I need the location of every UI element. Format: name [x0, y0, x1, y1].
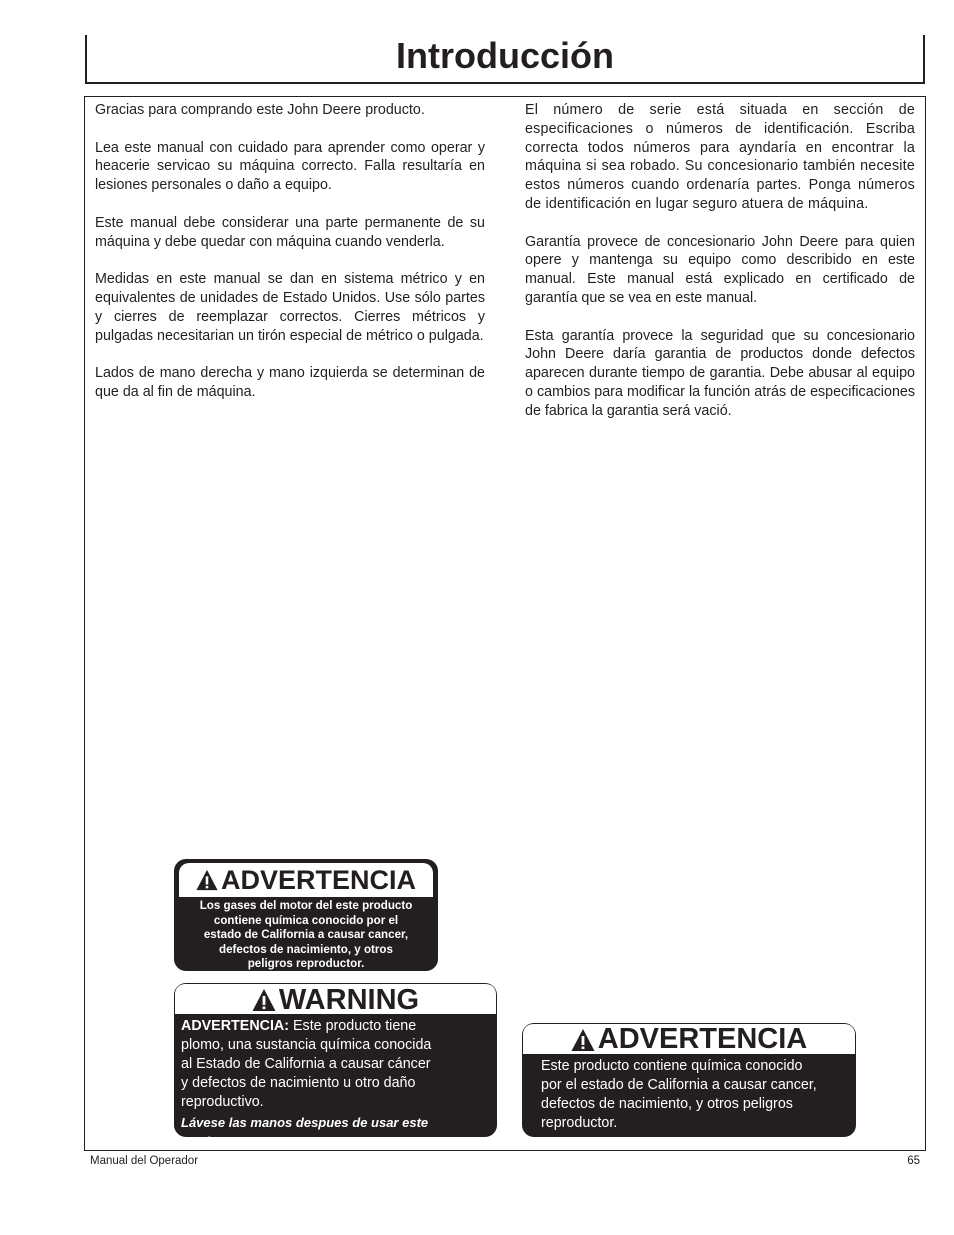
- label-lead-in: ADVERTENCIA:: [181, 1018, 290, 1034]
- label-line: [181, 1017, 490, 1036]
- paragraph: Lea este manual con cuidado para aprender como operar y heacerie servicao su máquina correcto. Falla resultaría en lesiones personales o daño a equipo.: [95, 139, 485, 194]
- paragraph: El número de serie está situada en sección de especificaciones o números de identificación. Escriba correcta todos números para ayndaría en encontrar la máquina si sea robado. Su concesionario también necesite estos números cuando ordenaría partes. Ponga números de identificación en lugar seguro atuera de máquina.: [525, 102, 915, 212]
- label-line: plomo, una sustancia química conocida: [181, 1037, 432, 1053]
- engine-exhaust-warning-label: [174, 859, 438, 971]
- paragraph: Medidas en este manual se dan en sistema métrico y en equivalentes de unidades de Estado Unidos. Use sólo partes y cierres de reemplazar correctos. Cierres métricos y pulgadas necesitarian un tirón especial de métrico o pulgada.: [95, 271, 485, 344]
- label-line: defectos de nacimiento, y otros peligros: [541, 1096, 793, 1112]
- label-line-rest: Este producto tiene: [289, 1018, 417, 1034]
- warning-triangle-icon: [252, 988, 276, 1012]
- label-line: Este producto contiene química conocido: [541, 1058, 803, 1074]
- product-chemical-warning-label: [522, 1023, 856, 1137]
- label-line: y defectos de nacimiento u otro daño: [181, 1075, 416, 1091]
- label-header: [175, 984, 496, 1014]
- label-line: reproductor.: [541, 1115, 618, 1131]
- paragraph: Gracias para comprando este John Deere producto.: [95, 102, 425, 118]
- label-body: [523, 1054, 855, 1133]
- footer-page-number: 65: [907, 1155, 920, 1167]
- warning-triangle-icon: [196, 869, 218, 891]
- right-column: [525, 101, 915, 439]
- label-body: [175, 1014, 496, 1151]
- paragraph: Lados de mano derecha y mano izquierda se determinan de que da al fin de máquina.: [95, 365, 485, 400]
- label-line: contiene química conocido por el: [213, 913, 399, 927]
- label-footer: Lávese las manos despues de usar este producto.: [181, 1115, 429, 1149]
- label-header-text: ADVERTENCIA: [597, 1023, 808, 1055]
- label-header: [523, 1024, 855, 1054]
- label-line: por el estado de California a causar cancer,: [541, 1077, 817, 1093]
- paragraph: Este manual debe considerar una parte permanente de su máquina y debe quedar con máquina cuando venderla.: [95, 214, 485, 250]
- label-line: estado de California a causar cancer,: [203, 928, 409, 942]
- label-body: [176, 897, 436, 972]
- label-line: Los gases del motor del este producto: [199, 899, 413, 912]
- label-line: defectos de nacimiento, y otros: [219, 942, 393, 956]
- label-line: reproductivo.: [181, 1094, 264, 1110]
- warning-triangle-icon: [571, 1028, 595, 1052]
- label-header-text: WARNING: [278, 983, 420, 1016]
- label-line: peligros reproductor.: [247, 957, 365, 971]
- paragraph: Garantía provece de concesionario John Deere para quien opere y mantenga su equipo como describido en este manual. Este manual está explicado en certificado de garantía que se vea en este manual.: [525, 233, 915, 306]
- footer-manual-name: Manual del Operador: [90, 1155, 199, 1167]
- label-header: [179, 863, 433, 897]
- label-line: al Estado de California a causar cáncer: [181, 1056, 431, 1072]
- label-header-text: ADVERTENCIA: [220, 864, 416, 895]
- page-title: Introducción: [396, 35, 614, 76]
- left-column: [95, 101, 485, 421]
- lead-warning-label: [174, 983, 497, 1149]
- title-box: [85, 35, 925, 84]
- paragraph: Esta garantía provece la seguridad que su concesionario John Deere daría garantia de productos donde defectos aparecen durante tiempo de garantia. Debe abusar al equipo o cambios para modificar la función atrás de especificaciones de fabrica la garantia será vació.: [525, 327, 915, 419]
